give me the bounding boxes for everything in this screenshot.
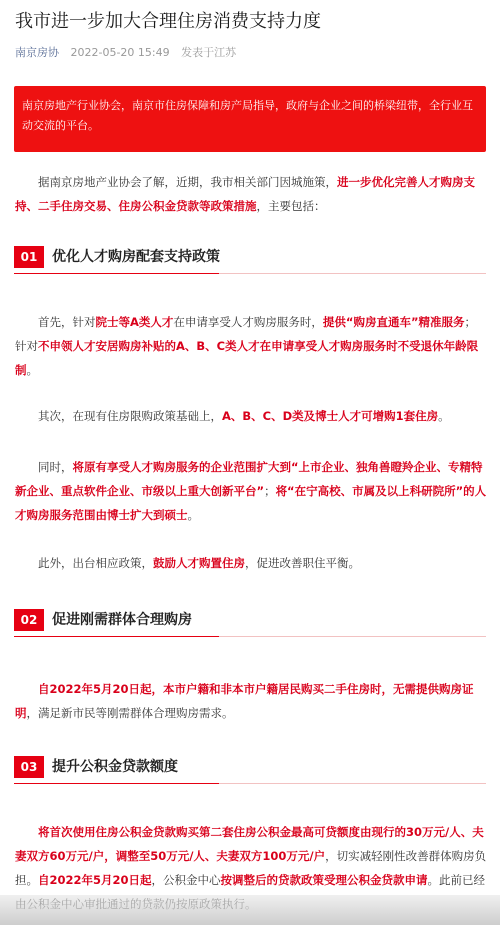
section-heading-03 [14, 756, 486, 786]
highlight: A、B、C、D类及博士人才可增购1套住房 [222, 409, 439, 423]
section-divider-light [219, 273, 486, 274]
intro-paragraph [15, 170, 487, 218]
publish-datetime: 2022-05-20 15:49 [70, 46, 170, 59]
text: ，满足新市民等刚需群体合理购房需求。 [26, 706, 234, 720]
publish-location: 发表于江苏 [181, 46, 237, 59]
text: 在申请享受人才购房服务时， [173, 315, 323, 329]
article-meta [15, 44, 244, 60]
text: ，促进改善职住平衡。 [245, 556, 360, 570]
highlight: 按调整后的贷款政策受理公积金贷款申请 [220, 873, 428, 887]
text: 同时， [38, 460, 73, 474]
text: ； [264, 484, 276, 498]
section-01-paragraph-4 [15, 551, 487, 575]
section-divider-light [219, 636, 486, 637]
section-title: 促进刚需群体合理购房 [52, 612, 192, 628]
author-link[interactable]: 南京房协 [15, 46, 59, 59]
section-title: 提升公积金贷款额度 [52, 759, 178, 775]
association-banner [14, 86, 486, 152]
highlight: 提供“购房直通车”精准服务 [322, 315, 465, 329]
highlight: 鼓励人才购置住房 [153, 556, 245, 570]
text: ，公积金中心 [151, 873, 221, 887]
section-number: 03 [14, 756, 44, 778]
section-heading-01 [14, 246, 486, 276]
highlight: 将原有享受人才购房服务的企业范围扩大到“上市企业、独角兽瞪羚企业、专精特新企业、重点软件企业、市级以上重大创新平台” [15, 460, 483, 498]
section-heading-02 [14, 609, 486, 639]
section-01-paragraph-3 [15, 455, 487, 527]
bottom-fade-overlay [0, 895, 500, 925]
section-number: 01 [14, 246, 44, 268]
section-divider [14, 636, 219, 637]
highlight: 将“在宁高校、市属及以上科研院所”的人才购房服务范围由博士扩大到硕士 [15, 484, 487, 522]
text: 首先，针对 [38, 315, 96, 329]
section-divider-light [219, 783, 486, 784]
intro-highlight: 进一步优化完善人才购房支持、二手住房交易、住房公积金贷款等政策措施 [15, 175, 475, 213]
intro-text-1: 据南京房地产业协会了解，近期，我市相关部门因城施策， [38, 175, 337, 189]
section-number: 02 [14, 609, 44, 631]
text: ，切实减轻刚性改善群体购房负担。 [15, 849, 487, 887]
text: 。 [438, 409, 450, 423]
article-title: 我市进一步加大合理住房消费支持力度 [15, 11, 321, 32]
section-02-paragraph-1 [15, 677, 487, 725]
text: 。 [187, 508, 199, 522]
section-title: 优化人才购房配套支持政策 [52, 249, 220, 265]
text: 此外，出台相应政策， [38, 556, 153, 570]
text: 。 [26, 363, 38, 377]
text: 其次，在现有住房限购政策基础上， [38, 409, 222, 423]
section-divider [14, 273, 219, 274]
intro-text-2: ，主要包括： [256, 199, 326, 213]
section-01-paragraph-1 [15, 310, 487, 382]
highlight: 不申领人才安居购房补贴的A、B、C类人才在申请享受人才购房服务时不受退休年龄限制 [15, 339, 479, 377]
highlight: 将首次使用住房公积金贷款购买第二套住房公积金最高可贷额度由现行的30万元/人、夫妻双方60万元/户，调整至50万元/人、夫妻双方100万元/户 [15, 825, 484, 863]
text: ；针对 [15, 315, 477, 353]
section-divider [14, 783, 219, 784]
banner-text: 南京房地产行业协会，南京市住房保障和房产局指导，政府与企业之间的桥梁纽带，全行业互动交流的平台。 [22, 99, 473, 132]
highlight: 自2022年5月20日起 [38, 873, 152, 887]
highlight: 院士等A类人才 [95, 315, 174, 329]
highlight: 自2022年5月20日起，本市户籍和非本市户籍居民购买二手住房时，无需提供购房证明 [15, 682, 474, 720]
text: 。此前已经 [427, 873, 486, 887]
section-01-paragraph-2 [15, 404, 487, 428]
